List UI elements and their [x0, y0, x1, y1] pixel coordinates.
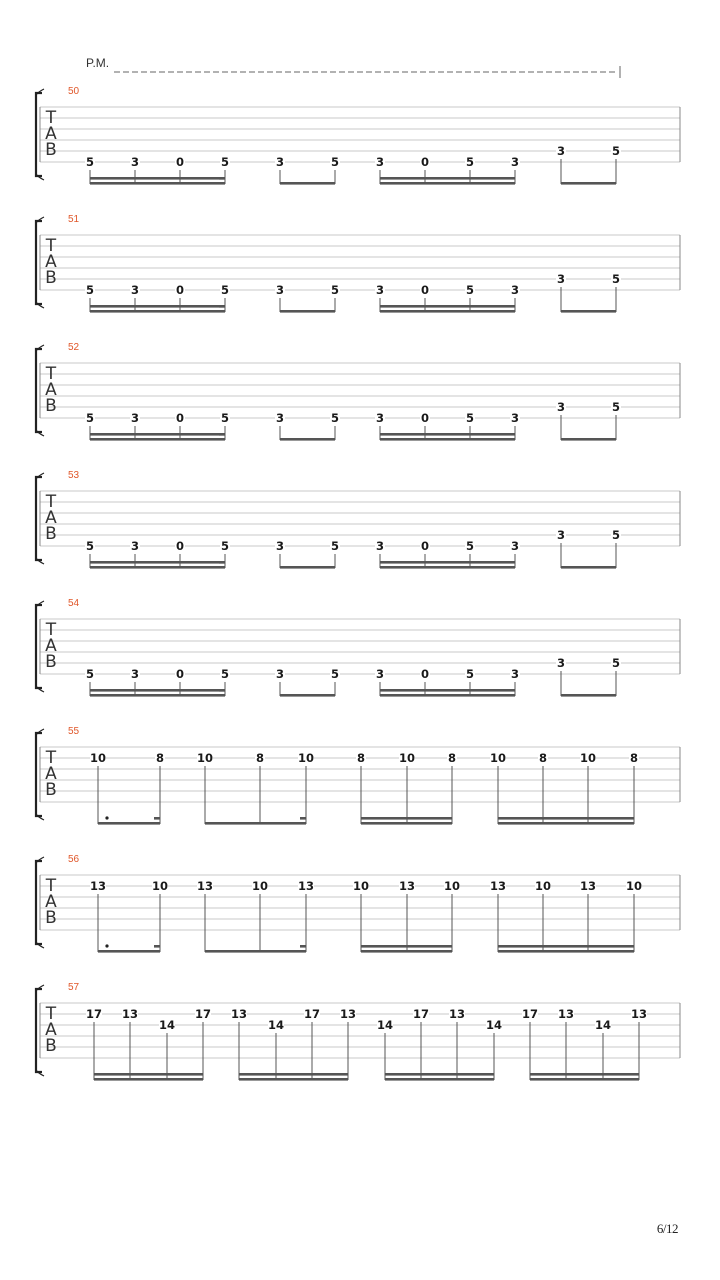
fret-number: 8: [629, 751, 639, 765]
beam-primary: [90, 694, 225, 697]
fret-number: 0: [420, 539, 430, 553]
fret-number: 10: [251, 879, 269, 893]
fret-number: 17: [412, 1007, 430, 1021]
fret-number: 13: [579, 879, 597, 893]
measure-number: 57: [68, 982, 80, 993]
beam-secondary: [90, 305, 225, 308]
beam-secondary: [239, 1073, 348, 1076]
fret-number: 10: [534, 879, 552, 893]
fret-number: 5: [611, 144, 621, 158]
fret-number: 10: [151, 879, 169, 893]
tab-clef-letter: B: [45, 268, 57, 288]
tab-clef-letter: A: [45, 1020, 57, 1040]
fret-number: 5: [85, 539, 95, 553]
beam-secondary: [385, 1073, 494, 1076]
fret-number: 13: [398, 879, 416, 893]
fret-number: 3: [275, 283, 285, 297]
fret-number: 0: [175, 155, 185, 169]
beam-secondary: [380, 561, 515, 564]
beam-stub: [219, 689, 225, 692]
tab-system-53: [36, 470, 680, 569]
beam-secondary: [90, 561, 225, 564]
fret-number: 3: [375, 539, 385, 553]
measure-number: 50: [68, 86, 80, 97]
fret-number: 3: [375, 283, 385, 297]
fret-number: 3: [510, 411, 520, 425]
beam-stub: [300, 945, 306, 948]
fret-number: 14: [376, 1018, 394, 1032]
system-bracket: [36, 221, 42, 304]
fret-number: 0: [175, 539, 185, 553]
fret-number: 0: [175, 283, 185, 297]
system-bracket: [36, 93, 42, 176]
fret-number: 3: [510, 539, 520, 553]
beam-primary: [361, 822, 452, 825]
fret-number: 3: [556, 656, 566, 670]
tab-clef-letter: T: [45, 492, 57, 512]
fret-number: 13: [630, 1007, 648, 1021]
beam-primary: [380, 566, 515, 569]
fret-number: 14: [485, 1018, 503, 1032]
fret-number: 13: [230, 1007, 248, 1021]
fret-number: 5: [330, 539, 340, 553]
beam-primary: [561, 566, 616, 569]
beam-primary: [90, 438, 225, 441]
fret-number: 5: [330, 155, 340, 169]
fret-number: 5: [611, 656, 621, 670]
fret-number: 14: [267, 1018, 285, 1032]
fret-number: 5: [220, 411, 230, 425]
tab-clef-letter: B: [45, 908, 57, 928]
beam-stub: [154, 817, 160, 820]
fret-number: 8: [538, 751, 548, 765]
beam-secondary: [380, 177, 515, 180]
beam-primary: [385, 1078, 494, 1081]
beam-secondary: [90, 433, 225, 436]
beam-secondary: [361, 945, 452, 948]
fret-number: 10: [89, 751, 107, 765]
fret-number: 0: [175, 667, 185, 681]
beam-secondary: [498, 817, 634, 820]
fret-number: 5: [465, 155, 475, 169]
fret-number: 5: [611, 400, 621, 414]
fret-number: 13: [89, 879, 107, 893]
beam-secondary: [380, 433, 515, 436]
fret-number: 5: [85, 155, 95, 169]
fret-number: 0: [420, 155, 430, 169]
fret-number: 8: [255, 751, 265, 765]
fret-number: 5: [465, 283, 475, 297]
fret-number: 13: [489, 879, 507, 893]
page-number: 6/12: [656, 1221, 678, 1236]
fret-number: 5: [220, 539, 230, 553]
fret-number: 3: [130, 411, 140, 425]
system-bracket: [36, 733, 42, 816]
fret-number: 10: [625, 879, 643, 893]
fret-number: 17: [194, 1007, 212, 1021]
beam-stub: [219, 305, 225, 308]
fret-number: 5: [330, 283, 340, 297]
tab-clef-letter: T: [45, 1004, 57, 1024]
fret-number: 10: [579, 751, 597, 765]
fret-number: 3: [275, 667, 285, 681]
beam-secondary: [90, 177, 225, 180]
fret-number: 17: [521, 1007, 539, 1021]
beam-primary: [380, 438, 515, 441]
beam-stub: [300, 817, 306, 820]
beam-secondary: [498, 945, 634, 948]
tab-system-54: [36, 598, 680, 697]
fret-number: 10: [443, 879, 461, 893]
fret-number: 0: [175, 411, 185, 425]
tab-clef-letter: B: [45, 524, 57, 544]
fret-number: 3: [510, 155, 520, 169]
system-bracket: [36, 477, 42, 560]
tab-clef-letter: T: [45, 620, 57, 640]
beam-stub: [219, 177, 225, 180]
beam-stub: [219, 433, 225, 436]
beam-stub: [219, 561, 225, 564]
fret-number: 3: [130, 667, 140, 681]
beam-primary: [90, 310, 225, 313]
fret-number: 10: [489, 751, 507, 765]
beam-primary: [498, 822, 634, 825]
beam-primary: [280, 566, 335, 569]
fret-number: 3: [275, 411, 285, 425]
beam-primary: [530, 1078, 639, 1081]
measure-number: 53: [68, 470, 80, 481]
fret-number: 0: [420, 283, 430, 297]
beam-primary: [561, 694, 616, 697]
fret-number: 3: [275, 539, 285, 553]
beam-secondary: [90, 689, 225, 692]
measure-number: 56: [68, 854, 80, 865]
fret-number: 3: [556, 272, 566, 286]
system-bracket: [36, 349, 42, 432]
fret-number: 5: [220, 155, 230, 169]
fret-number: 17: [85, 1007, 103, 1021]
fret-number: 8: [356, 751, 366, 765]
tab-clef-letter: T: [45, 236, 57, 256]
fret-number: 3: [130, 539, 140, 553]
tab-clef-letter: A: [45, 252, 57, 272]
fret-number: 10: [352, 879, 370, 893]
fret-number: 5: [330, 411, 340, 425]
fret-number: 13: [339, 1007, 357, 1021]
fret-number: 3: [130, 283, 140, 297]
fret-number: 13: [196, 879, 214, 893]
measure-number: 55: [68, 726, 80, 737]
fret-number: 5: [220, 667, 230, 681]
beam-primary: [280, 438, 335, 441]
tab-system-51: [36, 214, 680, 313]
beam-stub: [154, 945, 160, 948]
beam-primary: [90, 182, 225, 185]
beam-primary: [380, 310, 515, 313]
fret-number: 8: [155, 751, 165, 765]
beam-primary: [380, 694, 515, 697]
beam-primary: [561, 182, 616, 185]
tab-clef-letter: B: [45, 396, 57, 416]
fret-number: 14: [594, 1018, 612, 1032]
beam-primary: [98, 950, 160, 953]
beam-primary: [98, 822, 160, 825]
fret-number: 3: [130, 155, 140, 169]
fret-number: 13: [297, 879, 315, 893]
beam-primary: [280, 310, 335, 313]
beam-primary: [205, 950, 306, 953]
beam-primary: [280, 182, 335, 185]
beam-primary: [561, 310, 616, 313]
system-bracket: [36, 861, 42, 944]
measure-number: 54: [68, 598, 80, 609]
fret-number: 3: [275, 155, 285, 169]
tab-clef-letter: T: [45, 748, 57, 768]
rhythm-dot: [105, 944, 108, 947]
beam-secondary: [380, 689, 515, 692]
tab-clef-letter: T: [45, 876, 57, 896]
fret-number: 8: [447, 751, 457, 765]
tab-clef-letter: A: [45, 124, 57, 144]
beam-primary: [561, 438, 616, 441]
tab-system-56: [36, 854, 680, 953]
measure-number: 51: [68, 214, 80, 225]
beam-secondary: [361, 817, 452, 820]
tab-system-57: [36, 982, 680, 1081]
tab-clef-letter: A: [45, 636, 57, 656]
fret-number: 3: [510, 667, 520, 681]
beam-primary: [94, 1078, 203, 1081]
system-bracket: [36, 605, 42, 688]
beam-secondary: [530, 1073, 639, 1076]
tab-clef-letter: A: [45, 380, 57, 400]
fret-number: 10: [297, 751, 315, 765]
fret-number: 3: [375, 667, 385, 681]
fret-number: 5: [611, 272, 621, 286]
fret-number: 3: [375, 155, 385, 169]
fret-number: 5: [85, 411, 95, 425]
beam-secondary: [380, 305, 515, 308]
rhythm-dot: [105, 816, 108, 819]
beam-primary: [239, 1078, 348, 1081]
fret-number: 10: [196, 751, 214, 765]
tab-clef-letter: T: [45, 364, 57, 384]
fret-number: 10: [398, 751, 416, 765]
beam-primary: [205, 822, 306, 825]
fret-number: 3: [556, 144, 566, 158]
fret-number: 3: [375, 411, 385, 425]
beam-primary: [90, 566, 225, 569]
beam-secondary: [94, 1073, 203, 1076]
fret-number: 0: [420, 667, 430, 681]
tab-clef-letter: B: [45, 1036, 57, 1056]
tab-clef-letter: B: [45, 780, 57, 800]
fret-number: 3: [556, 400, 566, 414]
tab-system-55: [36, 726, 680, 825]
fret-number: 5: [85, 667, 95, 681]
tab-clef-letter: B: [45, 652, 57, 672]
tab-clef-letter: T: [45, 108, 57, 128]
tab-clef-letter: A: [45, 892, 57, 912]
fret-number: 13: [448, 1007, 466, 1021]
fret-number: 0: [420, 411, 430, 425]
fret-number: 5: [330, 667, 340, 681]
tab-system-52: [36, 342, 680, 441]
fret-number: 3: [556, 528, 566, 542]
beam-primary: [498, 950, 634, 953]
beam-primary: [361, 950, 452, 953]
fret-number: 5: [465, 539, 475, 553]
tab-clef-letter: A: [45, 764, 57, 784]
tab-system-50: [36, 86, 680, 185]
fret-number: 13: [557, 1007, 575, 1021]
fret-number: 5: [611, 528, 621, 542]
measure-number: 52: [68, 342, 80, 353]
tab-clef-letter: A: [45, 508, 57, 528]
beam-primary: [380, 182, 515, 185]
fret-number: 5: [85, 283, 95, 297]
system-bracket: [36, 989, 42, 1072]
fret-number: 5: [465, 411, 475, 425]
fret-number: 14: [158, 1018, 176, 1032]
tab-clef-letter: B: [45, 140, 57, 160]
fret-number: 13: [121, 1007, 139, 1021]
fret-number: 3: [510, 283, 520, 297]
fret-number: 17: [303, 1007, 321, 1021]
beam-primary: [280, 694, 335, 697]
fret-number: 5: [465, 667, 475, 681]
fret-number: 5: [220, 283, 230, 297]
palm-mute-label: P.M.: [86, 56, 110, 70]
